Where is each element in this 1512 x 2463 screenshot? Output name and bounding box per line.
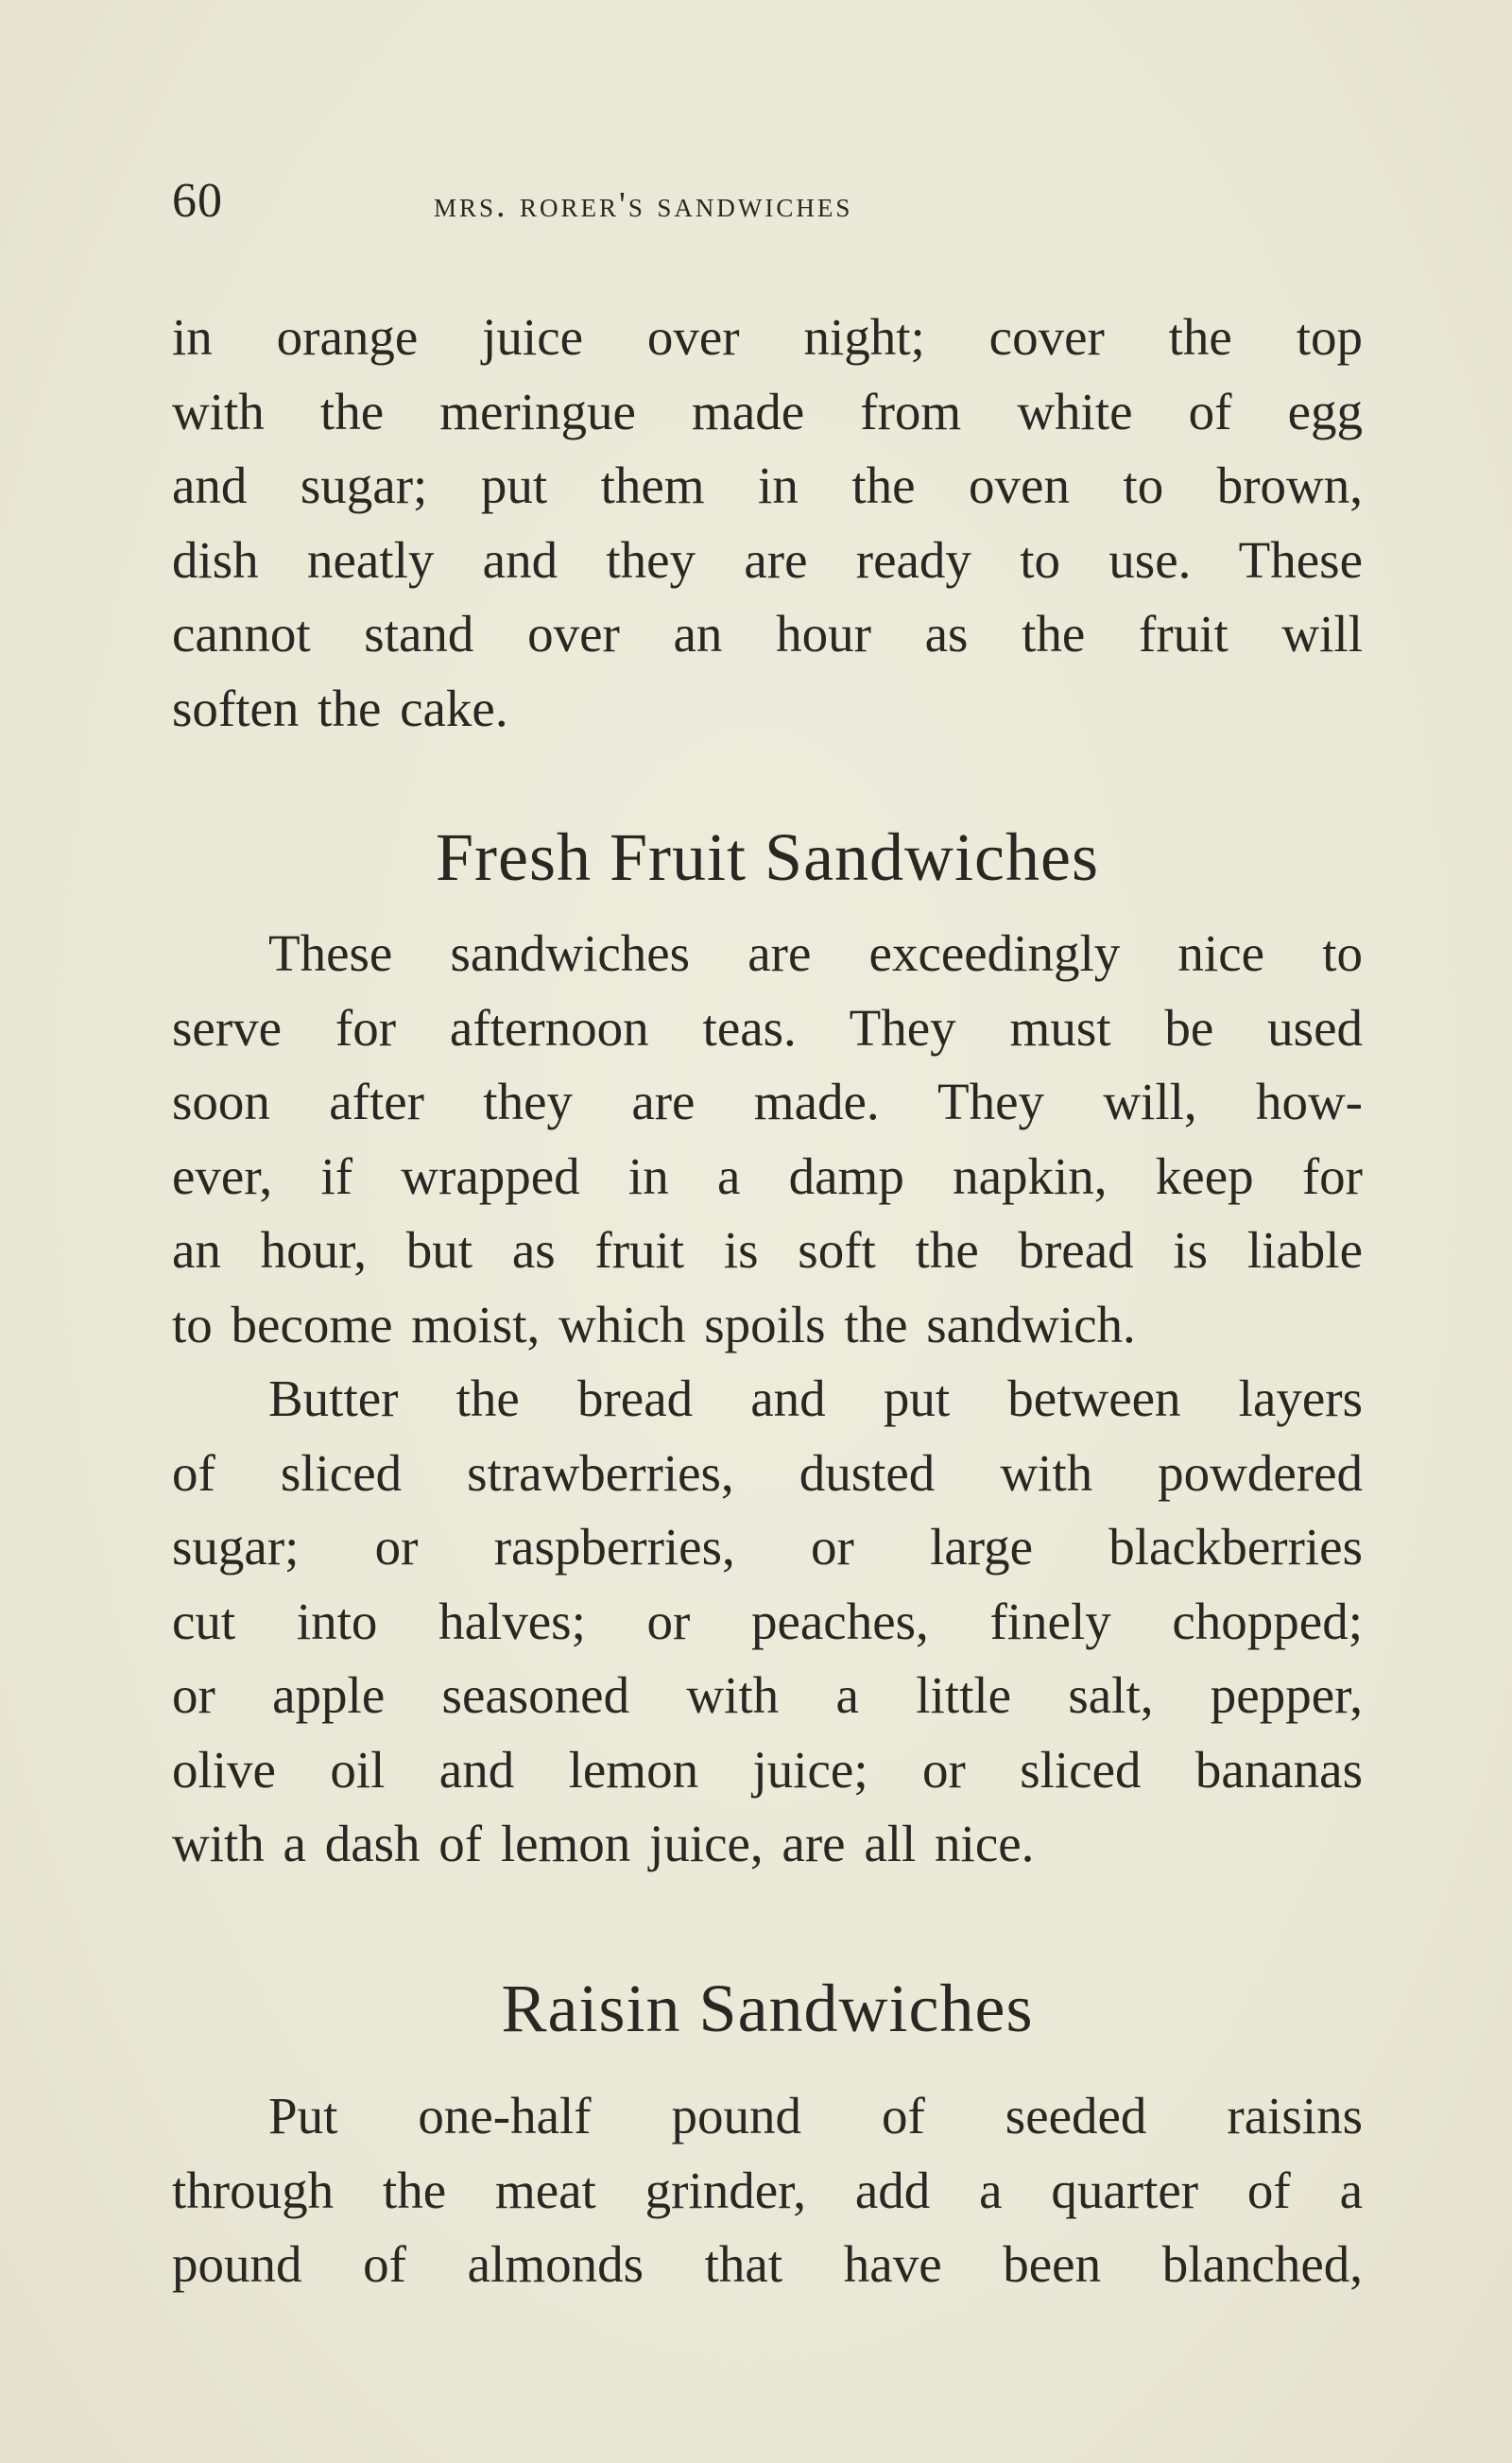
- text-line: ever, if wrapped in a damp napkin, keep for: [172, 1146, 1363, 1205]
- section-heading-raisin: Raisin Sandwiches: [501, 1971, 1034, 2046]
- text-line: Put one-half pound of seeded raisins: [268, 2087, 1363, 2144]
- text-line: through the meat grinder, add a quarter of a: [172, 2161, 1363, 2219]
- text-line: dish neatly and they are ready to use. These: [172, 530, 1363, 589]
- text-line: Butter the bread and put between layers: [268, 1369, 1363, 1427]
- text-line: an hour, but as fruit is soft the bread is liable: [172, 1221, 1363, 1279]
- text-line: or apple seasoned with a little salt, pepper,: [172, 1666, 1363, 1724]
- text-line: in orange juice over night; cover the top: [172, 308, 1363, 366]
- text-line: and sugar; put them in the oven to brown,: [172, 456, 1363, 514]
- text-line: with a dash of lemon juice, are all nice.: [172, 1815, 1035, 1872]
- text-line: pound of almonds that have been blanched,: [172, 2235, 1363, 2293]
- text-line: soften the cake.: [172, 679, 508, 737]
- text-line: olive oil and lemon juice; or sliced bananas: [172, 1740, 1363, 1799]
- text-line: cannot stand over an hour as the fruit will: [172, 605, 1363, 663]
- fresh-fruit-paragraph-2: [172, 1362, 1363, 1882]
- text-line: cut into halves; or peaches, finely chopped;: [172, 1592, 1363, 1650]
- section-heading-fresh-fruit: Fresh Fruit Sandwiches: [436, 819, 1099, 895]
- text-line: These sandwiches are exceedingly nice to: [268, 924, 1363, 982]
- continuation-paragraph: [172, 301, 1363, 746]
- text-line: soon after they are made. They will, how-: [172, 1073, 1363, 1130]
- text-line: serve for afternoon teas. They must be used: [172, 998, 1363, 1057]
- text-line: of sliced strawberries, dusted with powdered: [172, 1443, 1363, 1502]
- text-line: to become moist, which spoils the sandwich.: [172, 1295, 1136, 1353]
- page-number: 60: [172, 174, 223, 228]
- fresh-fruit-paragraph-1: [172, 917, 1363, 1362]
- running-title: mrs. rorer's sandwiches: [434, 185, 853, 225]
- text-line: with the meringue made from white of egg: [172, 382, 1363, 440]
- raisin-paragraph-1: [172, 2079, 1363, 2302]
- running-head: [172, 168, 1363, 234]
- text-line: sugar; or raspberries, or large blackberries: [172, 1518, 1363, 1576]
